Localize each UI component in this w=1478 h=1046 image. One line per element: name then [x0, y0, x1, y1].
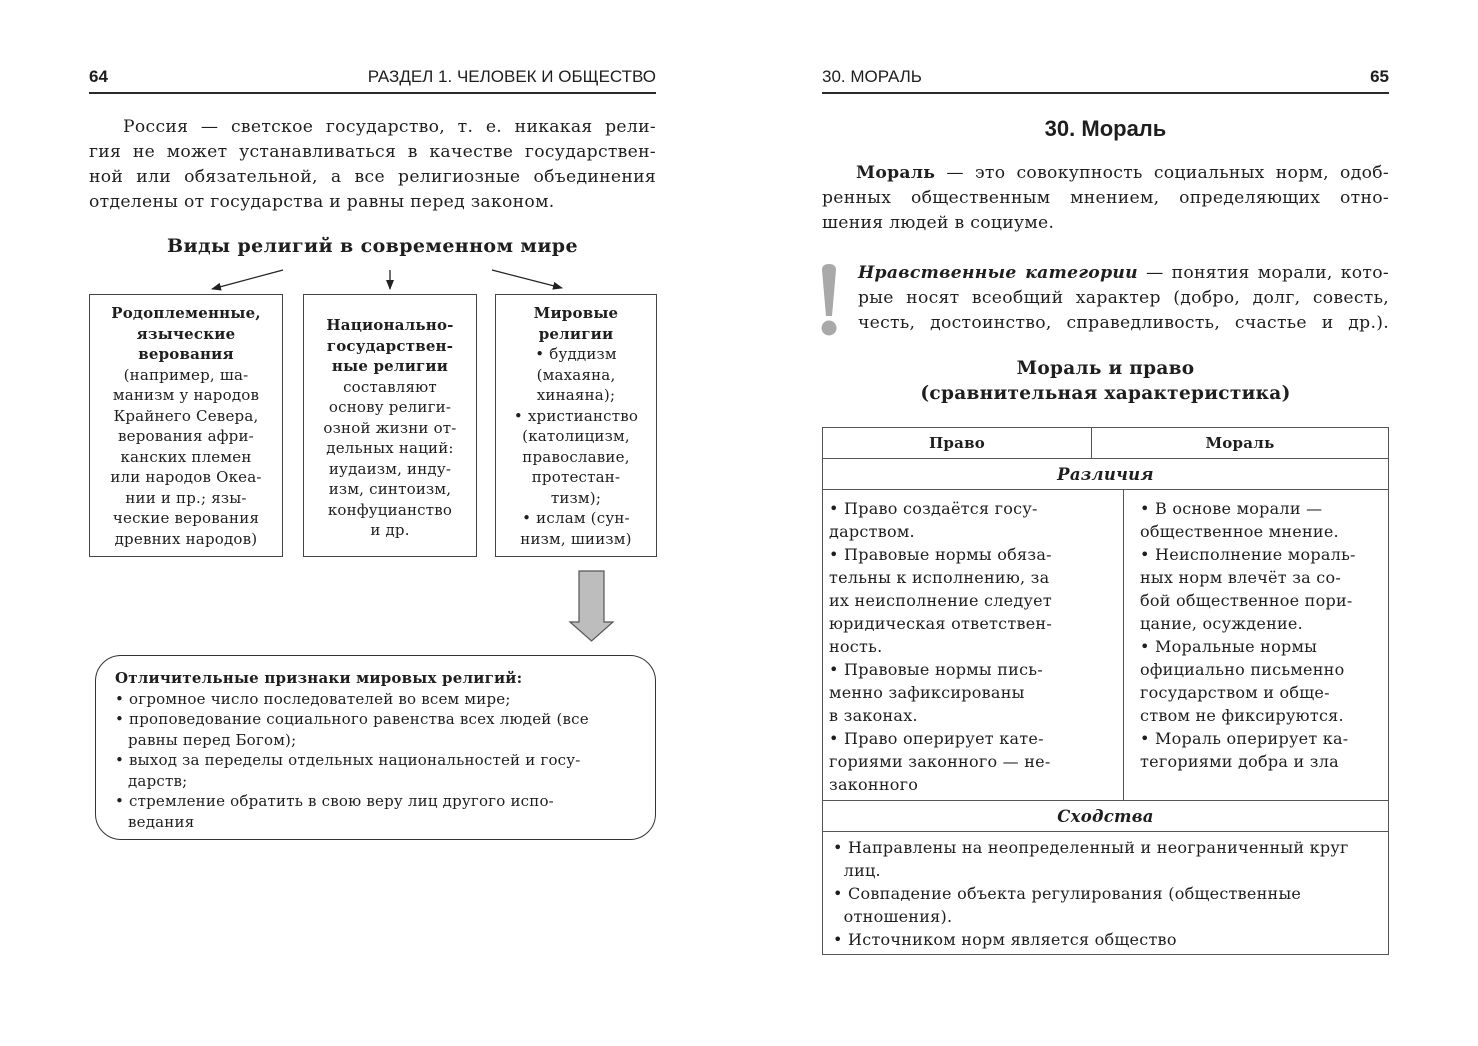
table-title-line: Мораль и право	[1016, 358, 1195, 379]
box-line: верования афри-	[118, 427, 254, 445]
similarity-line: • Совпадение объекта регулирования (общественные	[833, 884, 1302, 903]
table-title-line: (сравнительная характеристика)	[920, 383, 1291, 404]
header-rule-right	[822, 92, 1389, 94]
box-line: ческие верования	[112, 509, 260, 527]
law-line: • Правовые нормы обяза-	[829, 545, 1052, 564]
morality-line: бой общественное пори-	[1140, 591, 1353, 610]
box-line: хинаяна);	[536, 386, 616, 404]
feature-text: дарств;	[128, 771, 188, 790]
differences-container	[823, 490, 1389, 801]
definition-line	[822, 161, 1389, 186]
box-line: Крайнего Севера,	[113, 406, 259, 425]
header-law: Право	[823, 428, 1092, 459]
similarities-label: Сходства	[823, 801, 1389, 832]
box-line: (махаяна,	[536, 365, 616, 384]
comparison-table	[822, 427, 1389, 955]
box-line: составляют	[343, 377, 437, 396]
box-line: тизм);	[550, 488, 602, 507]
box-title-line: верования	[138, 345, 234, 363]
diagram-title: Виды религий в современном мире	[167, 235, 578, 257]
feature-text: выход за переделы отдельных национальностей и госу-	[129, 751, 581, 769]
morality-line: общественное мнение.	[1140, 522, 1339, 541]
running-head-left: РАЗДЕЛ 1. ЧЕЛОВЕК И ОБЩЕСТВО	[367, 67, 656, 86]
arrow-right	[492, 270, 562, 288]
law-line: менно зафиксированы	[829, 683, 1025, 702]
similarity-line: • Источником норм является общество	[833, 930, 1177, 949]
definition-line: шения людей в социуме.	[822, 213, 1055, 233]
law-line: • Правовые нормы пись-	[829, 660, 1043, 679]
box-line: основу религи-	[328, 398, 452, 416]
note-text: — понятия морали, кото-	[1137, 263, 1389, 283]
running-head-right: 30. МОРАЛЬ	[822, 67, 922, 86]
feature-text: ведания	[128, 812, 195, 831]
similarities-label-row	[823, 801, 1389, 832]
morality-cell	[1124, 490, 1389, 800]
law-line: юридическая ответствен-	[829, 614, 1052, 633]
box-line: конфуцианство	[327, 500, 453, 519]
box-tribal-beliefs	[89, 294, 283, 557]
moral-categories-note	[858, 261, 1389, 336]
features-title: Отличительные признаки мировых религий:	[115, 669, 523, 687]
box-line: и др.	[370, 521, 410, 539]
similarity-line: лиц.	[833, 861, 881, 880]
table-title	[822, 356, 1389, 406]
feature-text: проповедование социального равенства всех людей (все	[129, 710, 589, 728]
box-national-religions	[303, 294, 477, 557]
feature-item: • стремление обратить в свою веру лиц другого испо-	[115, 792, 554, 810]
differences-label: Различия	[823, 459, 1389, 490]
feature-text: стремление обратить в свою веру лиц другого испо-	[129, 792, 554, 810]
box-line: иудаизм, инду-	[328, 459, 452, 478]
morality-line: • Мораль оперирует ка-	[1140, 729, 1349, 748]
box-title-line: Мировые	[533, 304, 619, 322]
note-line: рые носят всеобщий характер (добро, долг, совесть,	[858, 288, 1389, 308]
box-world-religions	[495, 294, 657, 557]
morality-line: тегориями добра и зла	[1140, 752, 1339, 771]
box-title-line: языческие	[136, 324, 236, 343]
law-line: гориями законного — не-	[829, 752, 1051, 771]
header-morality: Мораль	[1092, 428, 1389, 459]
law-line: законного	[829, 775, 919, 794]
morality-line: • Моральные нормы	[1140, 637, 1318, 656]
morality-line: • В основе морали —	[1140, 499, 1323, 518]
box-title-line: Родоплеменные,	[111, 304, 261, 322]
note-term: Нравственные категории	[858, 263, 1138, 283]
feature-text: огромное число последователей во всем мире;	[129, 689, 511, 708]
law-line: дарством.	[829, 522, 915, 541]
differences-label-row	[823, 459, 1389, 490]
box-line: канских племен	[120, 447, 252, 466]
intro-line: отделены от государства и равны перед законом.	[89, 192, 555, 212]
feature-item: • проповедование социального равенства всех людей (все	[115, 710, 589, 728]
morality-line: официально письменно	[1140, 660, 1345, 679]
box-line: • ислам (сун-	[522, 509, 630, 527]
box-line: протестан-	[531, 468, 621, 486]
box-title-line: государствен-	[326, 336, 454, 355]
exclamation-icon	[816, 262, 846, 340]
box-line: • христианство	[513, 406, 639, 425]
note-line	[858, 261, 1389, 286]
page-number-left: 64	[89, 67, 108, 86]
intro-line: гия не может устанавливаться в качестве государствен-	[89, 142, 656, 162]
definition-text: — это совокупность социальных норм, одоб-	[935, 163, 1389, 183]
box-title-line: Национально-	[326, 316, 454, 334]
box-line: (например, ша-	[123, 365, 249, 384]
box-line: изм, синтоизм,	[328, 480, 452, 498]
law-cell	[823, 490, 1124, 800]
law-line: ность.	[829, 637, 883, 656]
law-line: • Право создаётся госу-	[829, 499, 1038, 518]
page-number-right: 65	[1370, 67, 1389, 86]
similarities-cell	[823, 832, 1389, 955]
morality-line: • Неисполнение мораль-	[1140, 545, 1356, 564]
box-title-line: религии	[538, 324, 614, 343]
box-line: дельных наций:	[326, 439, 454, 457]
box-line: низм, шиизм)	[520, 529, 632, 548]
feature-item: • выход за переделы отдельных национальностей и госу-	[115, 751, 581, 769]
box-line: православие,	[522, 447, 630, 466]
definition-line: ренных общественным мнением, определяющих отно-	[822, 188, 1389, 208]
definition-term: Мораль	[856, 163, 936, 183]
morality-line: цание, осуждение.	[1140, 614, 1303, 633]
law-line: тельны к исполнению, за	[829, 568, 1050, 587]
similarity-line: • Направлены на неопределенный и неограниченный круг	[833, 838, 1349, 857]
morality-line: ных норм влечёт за со-	[1140, 568, 1342, 587]
box-line: озной жизни от-	[323, 418, 457, 437]
big-down-arrow-icon	[570, 571, 613, 641]
feature-text: равны перед Богом);	[128, 730, 297, 749]
law-line: в законах.	[829, 706, 918, 725]
box-line: манизм у народов	[112, 386, 260, 404]
morality-line: государством и обще-	[1140, 683, 1330, 702]
law-line: • Право оперирует кате-	[829, 729, 1044, 748]
differences-row	[823, 490, 1389, 801]
intro-line: Россия — светское государство, т. е. никакая рели-	[123, 117, 656, 137]
morality-line: ством не фиксируются.	[1140, 706, 1344, 725]
table-header-row	[823, 428, 1389, 459]
world-religions-features-box	[95, 655, 656, 840]
arrow-left	[212, 270, 283, 289]
box-line: • буддизм	[535, 345, 617, 363]
intro-line: ной или обязательной, а все религиозные объединения	[89, 167, 656, 187]
box-line: древних народов)	[114, 529, 258, 548]
box-title-line: ные религии	[331, 357, 449, 375]
box-line: или народов Океа-	[110, 468, 262, 486]
morality-definition	[822, 161, 1389, 236]
similarity-line: отношения).	[833, 907, 953, 926]
feature-item: • огромное число последователей во всем мире;	[115, 689, 511, 708]
box-line: нии и пр.; язы-	[125, 488, 247, 507]
differences-inner	[823, 490, 1388, 800]
similarities-row	[823, 832, 1389, 955]
chapter-title: 30. Мораль	[1044, 116, 1167, 141]
law-line: их неисполнение следует	[829, 591, 1052, 610]
box-line: (католицизм,	[522, 427, 630, 445]
note-line: честь, достоинство, справедливость, счастье и др.).	[858, 313, 1389, 333]
